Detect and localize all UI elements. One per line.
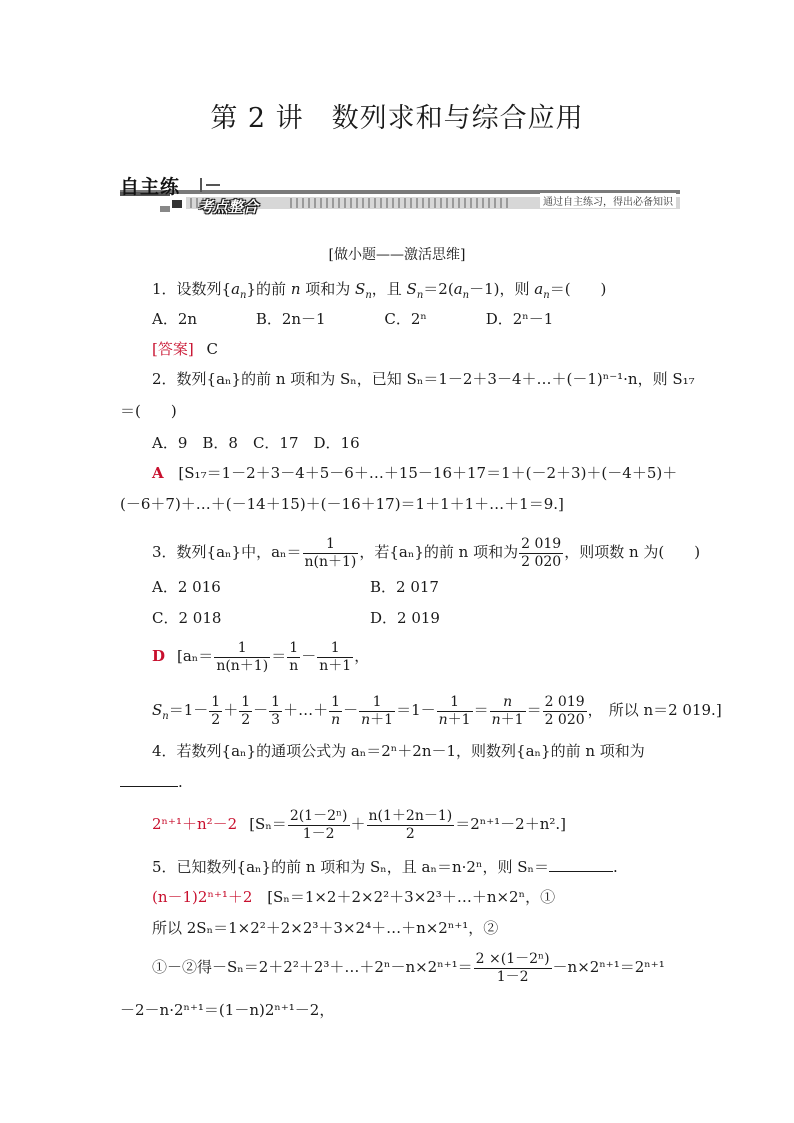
q2-solution-line2: (－6＋7)＋…＋(－14＋15)＋(－16＋17)＝1＋1＋1＋…＋1＝9.] (120, 495, 564, 513)
q5-stem: 5．已知数列{aₙ}的前 n 项和为 Sₙ，且 aₙ＝n·2ⁿ，则 Sₙ＝ . (152, 858, 618, 876)
section-banner (120, 170, 680, 218)
q4-stem-line1: 4．若数列{aₙ}的通项公式为 aₙ＝2ⁿ＋2n－1，则数列{aₙ}的前 n 项和为 (152, 742, 645, 760)
q1-option-d: D．2ⁿ－1 (485, 310, 554, 328)
q5-solution-line3: ①－②得－Sₙ＝2＋2²＋2³＋…＋2ⁿ－n×2ⁿ⁺¹＝ $\frac{\text{2 ×(1－2ⁿ)}}{1-2}$ －n×2ⁿ⁺¹＝2ⁿ⁺¹ (152, 950, 665, 985)
q3-stem: 3．数列{aₙ}中，aₙ＝ $\frac{1}{n(n+1)}$ ，若{aₙ}的前 n 项和为 $\frac{2 019}{2 020}$ ，则项数 n 为( ) (152, 535, 701, 570)
banner-label-main: 自主练 (120, 176, 181, 198)
q5-solution-line4: －2－n·2ⁿ⁺¹＝(1－n)2ⁿ⁺¹－2， (120, 1001, 335, 1019)
q3-solution-line1: D [aₙ＝ $\frac{1}{n(n+1)}$ ＝ $\frac{1}{n}$ － $\frac{1}{n+1}$ ， (152, 639, 370, 674)
q4-blank: . (120, 772, 740, 792)
q3-option-c: C．2 018 (152, 609, 222, 627)
q1-stem: 1．设数列$\{a_n\}$的前 n 项和为 $S_n$，且 $S_n=2(a_n-1)$，则 $a_n=$( ) (152, 280, 607, 301)
q1-answer (152, 339, 772, 359)
q3-option-a: A．2 016 (152, 578, 221, 596)
q1-answer-value: C (206, 340, 218, 358)
q1-option-c: C．2ⁿ (384, 310, 427, 328)
q2-solution-line1: A [S₁₇＝1－2＋3－4＋5－6＋…＋15－16＋17＝1＋(－2＋3)＋(－4＋5)＋ (152, 464, 678, 482)
lecture-title: 第 2 讲 数列求和与综合应用 (210, 103, 584, 134)
q3-answer: D (152, 647, 166, 665)
q3-option-d: D．2 019 (370, 609, 440, 627)
q2-options: A．9 B．8 C．17 D．16 (152, 434, 360, 452)
q3-fraction-1: $\frac{1}{n(n+1)}$ (304, 535, 357, 570)
q3-fraction-2: $\frac{2 019}{2 020}$ (521, 535, 562, 570)
section-heading: [做小题——激活思维] (328, 247, 466, 263)
q4-solution: 2ⁿ⁺¹＋n²－2 [Sₙ＝ $\frac{\text{2(1－2ⁿ)}}{1-2}$ ＋ $\frac{n(1+2n-1)}{2}$ ＝2ⁿ⁺¹－2＋n².] (152, 807, 567, 842)
q2-answer: A (152, 464, 164, 482)
q3-options-row1 (152, 577, 772, 597)
banner-hint: 通过自主练习，得出必备知识 (540, 193, 676, 208)
q3-options-row2 (152, 608, 772, 628)
q2-stem-line2: ＝( ) (120, 402, 177, 420)
q5-solution-line1: (n－1)2ⁿ⁺¹＋2 [Sₙ＝1×2＋2×2²＋3×2³＋…＋n×2ⁿ，① (152, 888, 556, 906)
answer-blank (549, 857, 613, 872)
q5-answer: (n－1)2ⁿ⁺¹＋2 (152, 888, 253, 906)
q1-option-b: B．2n－1 (255, 310, 326, 328)
answer-blank (120, 772, 178, 787)
q1-options (152, 309, 772, 329)
q2-stem-line1: 2．数列{aₙ}的前 n 项和为 Sₙ，已知 Sₙ＝1－2＋3－4＋…＋(－1)ⁿ⁻¹·n，则 S₁₇ (152, 370, 695, 388)
q4-answer: 2ⁿ⁺¹＋n²－2 (152, 815, 238, 833)
q5-solution-line2: 所以 2Sₙ＝1×2²＋2×2³＋3×2⁴＋…＋n×2ⁿ⁺¹，② (152, 919, 499, 937)
answer-label: [答案] (152, 340, 194, 358)
banner-label-sub: 考点整合 (198, 198, 259, 216)
q1-option-a: A．2n (152, 310, 198, 328)
q3-option-b: B．2 017 (370, 578, 439, 596)
q3-solution-line2: $S_n=1-$ $\frac{1}{2}$ ＋ $\frac{1}{2}$ － $\frac{1}{3}$ ＋…＋ $\frac{1}{n}$ － $\frac{1}{n+1}$ ＝1－ $\frac{1}{n+1}$ ＝ $\frac{n}{n+1}$ ＝ $\frac{2 019}{2 020}$ ， 所以 n＝2 019.] (152, 693, 722, 728)
